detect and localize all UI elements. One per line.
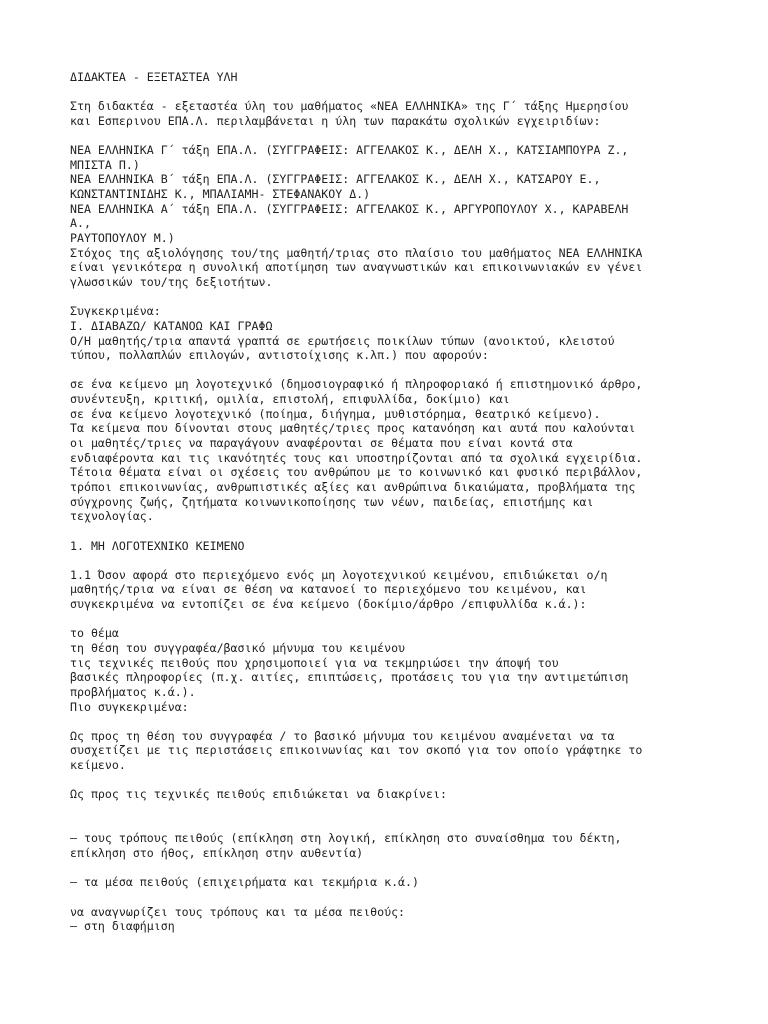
document-text-line [70,817,730,832]
document-text-line: προβλήματος κ.ά.). [70,684,196,699]
document-text-line: συνέντευξη, κριτική, ομιλία, επιστολή, επιφυλλίδα, δοκίμιο) και [70,392,510,407]
document-text-line: μαθητής/τρια να είναι σε θέση να κατανοεί το περιεχόμενο του κειμένου, και [70,582,587,597]
document-text-line: – τους τρόπους πειθούς (επίκληση στη λογική, επίκληση στο συναίσθημα του δέκτη, [70,831,622,846]
document-text-line [70,714,730,729]
document-text-line: Α., [70,216,91,231]
document-text-line: Συγκεκριμένα: [70,304,161,319]
document-text-line: σε ένα κείμενο μη λογοτεχνικό (δημοσιογραφικό ή πληροφοριακό ή επιστημονικό άρθρο, [70,377,643,392]
document-text-line [70,363,730,378]
document-text-line: ΡΑΥΤΟΠΟΥΛΟΥ Μ.) [70,231,175,246]
document-text-line: τη θέση του συγγραφέα/βασικό μήνυμα του κειμένου [70,640,406,655]
document-text-line: – τα μέσα πειθούς (επιχειρήματα και τεκμήρια κ.ά.) [70,875,420,890]
document-text-line: είναι γενικότερα η συνολική αποτίμηση των αναγνωστικών και επικοινωνιακών εν γένει [70,260,643,275]
document-text-line: ΜΠΙΣΤΑ Π.) [70,157,140,172]
document-text-line: ΝΕΑ ΕΛΛΗΝΙΚΑ Α΄ τάξη ΕΠΑ.Λ. (ΣΥΓΓΡΑΦΕΙΣ: ΑΓΓΕΛΑΚΟΣ Κ., ΑΡΓΥΡΟΠΟΥΛΟΥ Χ., ΚΑΡΑΒΕΛΗ [70,201,629,216]
document-text-line: το θέμα [70,626,119,641]
document-text-line [70,129,730,144]
document-text-line: – στη διαφήμιση [70,919,175,934]
document-text-line: τεχνολογίας. [70,509,154,524]
document-text-line [70,773,730,788]
document-text-line: κείμενο. [70,758,126,773]
document-text-line: Στη διδακτέα - εξεταστέα ύλη του μαθήματος «ΝΕΑ ΕΛΛΗΝΙΚΑ» της Γ΄ τάξης Ημερησίου [70,99,629,114]
document-text-line: τρόποι επικοινωνίας, ανθρωπιστικές αξίες και ανθρώπινα δικαιώματα, προβλήματα της [70,479,636,494]
document-text-line: συγκεκριμένα να εντοπίζει σε ένα κείμενο (δοκίμιο/άρθρο /επιφυλλίδα κ.ά.): [70,597,587,612]
document-text-line: τύπου, πολλαπλών επιλογών, αντιστοίχισης κ.λπ.) που αφορούν: [70,348,489,363]
document-text-line: Ως προς τη θέση του συγγραφέα / το βασικό μήνυμα του κειμένου αναμένεται να τα [70,728,615,743]
document-text-line [70,802,730,817]
document-text-line: επίκληση στο ήθος, επίκληση στην αυθεντία) [70,845,364,860]
document-text-line: ΝΕΑ ΕΛΛΗΝΙΚΑ Γ΄ τάξη ΕΠΑ.Λ. (ΣΥΓΓΡΑΦΕΙΣ: ΑΓΓΕΛΑΚΟΣ Κ., ΔΕΛΗ Χ., ΚΑΤΣΙΑΜΠΟΥΡΑ Ζ., [70,143,629,158]
document-text-line [70,861,730,876]
document-text-line: τις τεχνικές πειθούς που χρησιμοποιεί για να τεκμηριώσει την άποψή του [70,655,559,670]
document-text-line: να αναγνωρίζει τους τρόπους και τα μέσα πειθούς: [70,904,406,919]
document-text-line [70,85,730,100]
document-text-line: γλωσσικών του/της δεξιοτήτων. [70,274,273,289]
document-text-line [70,553,730,568]
document-text-line: συσχετίζει με τις περιστάσεις επικοινωνίας και τον σκοπό για τον οποίο γράφτηκε το [70,743,643,758]
document-text-line: Τέτοια θέματα είναι οι σχέσεις του ανθρώπου με το κοινωνικό και φυσικό περιβάλλον, [70,465,643,480]
document-text-line: σύγχρονης ζωής, ζητήματα κοινωνικοποίησης των νέων, παιδείας, επιστήμης και [70,494,594,509]
document-text-line: Ι. ΔΙΑΒΑΖΩ/ ΚΑΤΑΝΟΩ ΚΑΙ ΓΡΑΦΩ [70,318,273,333]
document-text-line [70,612,730,627]
document-text-line: ενδιαφέροντα και τις ικανότητές τους και υποστηρίζονται από τα σχολικά εγχειρίδια. [70,450,643,465]
document-text-line: Ως προς τις τεχνικές πειθούς επιδιώκεται να διακρίνει: [70,787,447,802]
document-text-line: Στόχος της αξιολόγησης του/της μαθητή/τριας στο πλαίσιο του μαθήματος ΝΕΑ ΕΛΛΗΝΙΚΑ [70,245,643,260]
document-text-line: Τα κείμενα που δίνονται στους μαθητές/τριες προς κατανόηση και αυτά που καλούνται [70,421,636,436]
document-text-line [70,524,730,539]
document-text-line: 1.1 Όσον αφορά στο περιεχόμενο ενός μη λογοτεχνικού κειμένου, επιδιώκεται ο/η [70,567,608,582]
document-text-line [70,890,730,905]
document-text-line: ΔΙΔΑΚΤΕΑ - ΕΞΕΤΑΣΤΕΑ ΥΛΗ [70,70,238,84]
document-text-line: σε ένα κείμενο λογοτεχνικό (ποίημα, διήγημα, μυθιστόρημα, θεατρικό κείμενο). [70,406,601,421]
document-text-line: βασικές πληροφορίες (π.χ. αιτίες, επιπτώσεις, προτάσεις του για την αντιμετώπιση [70,670,629,685]
document-text-line: ΚΩΝΣΤΑΝΤΙΝΙΔΗΣ Κ., ΜΠΑΛΙΑΜΗ- ΣΤΕΦΑΝΑΚΟΥ Δ.) [70,187,371,202]
document-text-line [70,290,730,305]
document-text-line: οι μαθητές/τριες να παραγάγουν αναφέρονται σε θέματα που είναι κοντά στα [70,436,573,451]
document-text-line: και Εσπερινου ΕΠΑ.Λ. περιλαμβάνεται η ύλη των παρακάτω σχολικών εγχειριδίων: [70,113,601,128]
document-text-line: Ο/Η μαθητής/τρια απαντά γραπτά σε ερωτήσεις ποικίλων τύπων (ανοικτού, κλειστού [70,333,615,348]
document-text-line: Πιο συγκεκριμένα: [70,699,189,714]
document-text-line: ΝΕΑ ΕΛΛΗΝΙΚΑ Β΄ τάξη ΕΠΑ.Λ. (ΣΥΓΓΡΑΦΕΙΣ: ΑΓΓΕΛΑΚΟΣ Κ., ΔΕΛΗ Χ., ΚΑΤΣΑΡΟΥ Ε., [70,172,601,187]
document-body [70,70,730,934]
document-text-line: 1. ΜΗ ΛΟΓΟΤΕΧΝΙΚΟ ΚΕΙΜΕΝΟ [70,538,245,553]
